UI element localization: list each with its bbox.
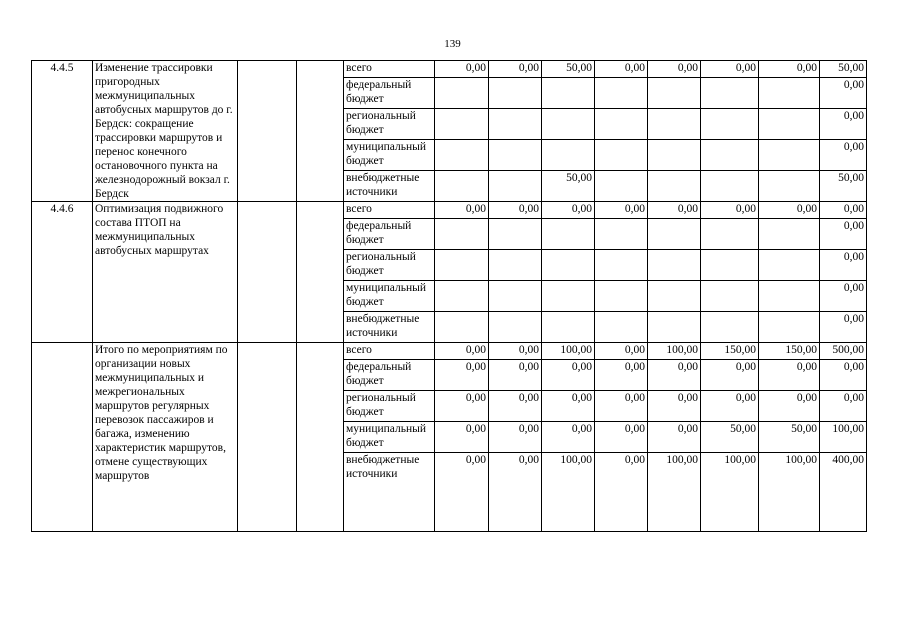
amount-cell <box>701 250 759 281</box>
amount-cell: 0,00 <box>648 360 701 391</box>
amount-cell: 100,00 <box>542 343 595 360</box>
amount-cell: 0,00 <box>542 202 595 219</box>
amount-cell <box>489 78 542 109</box>
amount-cell: 0,00 <box>595 360 648 391</box>
amount-cell: 0,00 <box>489 202 542 219</box>
amount-cell <box>595 281 648 312</box>
amount-cell: 0,00 <box>489 61 542 78</box>
amount-cell: 50,00 <box>820 61 867 78</box>
amount-cell <box>648 281 701 312</box>
amount-cell: 0,00 <box>759 360 820 391</box>
amount-cell: 50,00 <box>759 422 820 453</box>
amount-cell <box>435 78 489 109</box>
funding-source: всего <box>344 343 435 360</box>
funding-source: региональный бюджет <box>344 391 435 422</box>
funding-source: федеральный бюджет <box>344 219 435 250</box>
amount-cell: 0,00 <box>820 281 867 312</box>
funding-source: всего <box>344 202 435 219</box>
amount-cell <box>489 312 542 343</box>
amount-cell: 0,00 <box>820 109 867 140</box>
amount-cell <box>542 140 595 171</box>
period-cell <box>297 202 344 343</box>
amount-cell <box>595 109 648 140</box>
funding-source: внебюджетные источники <box>344 312 435 343</box>
amount-cell <box>648 312 701 343</box>
executor-cell <box>238 202 297 343</box>
amount-cell <box>701 171 759 202</box>
activity-description: Изменение трассировки пригородных межмуниципальных автобусных маршрутов до г. Бердск: сокращение трассировки маршрутов и перенос конечного остановочного пункта на железнодорожный вокзал г. Бердск <box>93 61 238 202</box>
amount-cell <box>595 250 648 281</box>
amount-cell <box>701 78 759 109</box>
funding-source: муниципальный бюджет <box>344 422 435 453</box>
amount-cell <box>489 171 542 202</box>
amount-cell: 0,00 <box>595 391 648 422</box>
amount-cell <box>542 109 595 140</box>
amount-cell <box>648 109 701 140</box>
amount-cell: 50,00 <box>542 61 595 78</box>
amount-cell <box>759 219 820 250</box>
amount-cell <box>542 78 595 109</box>
amount-cell: 0,00 <box>435 360 489 391</box>
amount-cell: 0,00 <box>820 140 867 171</box>
funding-source: муниципальный бюджет <box>344 281 435 312</box>
amount-cell <box>648 219 701 250</box>
amount-cell: 0,00 <box>648 202 701 219</box>
amount-cell: 100,00 <box>820 422 867 453</box>
amount-cell: 150,00 <box>701 343 759 360</box>
amount-cell <box>595 78 648 109</box>
amount-cell: 0,00 <box>435 453 489 532</box>
amount-cell <box>435 140 489 171</box>
period-cell <box>297 61 344 202</box>
amount-cell: 0,00 <box>435 343 489 360</box>
amount-cell: 0,00 <box>701 202 759 219</box>
funding-source: региональный бюджет <box>344 250 435 281</box>
amount-cell: 100,00 <box>701 453 759 532</box>
amount-cell: 0,00 <box>820 219 867 250</box>
funding-source: муниципальный бюджет <box>344 140 435 171</box>
amount-cell: 0,00 <box>595 202 648 219</box>
amount-cell <box>648 140 701 171</box>
amount-cell: 0,00 <box>759 61 820 78</box>
amount-cell: 0,00 <box>542 422 595 453</box>
amount-cell <box>701 140 759 171</box>
amount-cell <box>542 281 595 312</box>
amount-cell <box>435 171 489 202</box>
amount-cell: 0,00 <box>820 360 867 391</box>
amount-cell <box>489 140 542 171</box>
amount-cell: 0,00 <box>595 343 648 360</box>
amount-cell <box>759 312 820 343</box>
amount-cell <box>648 250 701 281</box>
amount-cell: 0,00 <box>435 391 489 422</box>
amount-cell <box>701 109 759 140</box>
page-number: 139 <box>444 38 461 50</box>
amount-cell: 0,00 <box>595 453 648 532</box>
amount-cell <box>542 250 595 281</box>
amount-cell: 50,00 <box>820 171 867 202</box>
amount-cell: 100,00 <box>759 453 820 532</box>
amount-cell: 0,00 <box>595 61 648 78</box>
funding-source: внебюджетные источники <box>344 453 435 532</box>
funding-source: внебюджетные источники <box>344 171 435 202</box>
activity-code: 4.4.5 <box>32 61 93 202</box>
funding-source: федеральный бюджет <box>344 78 435 109</box>
amount-cell: 0,00 <box>701 391 759 422</box>
activity-description: Оптимизация подвижного состава ПТОП на межмуниципальных автобусных маршрутах <box>93 202 238 343</box>
amount-cell: 0,00 <box>542 391 595 422</box>
amount-cell: 0,00 <box>489 422 542 453</box>
amount-cell: 0,00 <box>820 78 867 109</box>
amount-cell: 0,00 <box>595 422 648 453</box>
amount-cell: 0,00 <box>435 422 489 453</box>
amount-cell <box>435 281 489 312</box>
amount-cell <box>759 281 820 312</box>
amount-cell: 0,00 <box>648 61 701 78</box>
amount-cell <box>759 109 820 140</box>
funding-source: всего <box>344 61 435 78</box>
amount-cell <box>542 312 595 343</box>
amount-cell <box>701 219 759 250</box>
amount-cell: 500,00 <box>820 343 867 360</box>
amount-cell <box>759 78 820 109</box>
table-row <box>32 202 867 219</box>
amount-cell <box>701 312 759 343</box>
activity-code: 4.4.6 <box>32 202 93 343</box>
amount-cell: 0,00 <box>820 312 867 343</box>
amount-cell: 0,00 <box>820 250 867 281</box>
activity-code <box>32 343 93 532</box>
amount-cell <box>435 219 489 250</box>
amount-cell <box>595 140 648 171</box>
amount-cell <box>435 109 489 140</box>
table-row <box>32 61 867 78</box>
amount-cell: 0,00 <box>820 391 867 422</box>
amount-cell <box>435 250 489 281</box>
funding-source: федеральный бюджет <box>344 360 435 391</box>
amount-cell <box>489 250 542 281</box>
amount-cell <box>435 312 489 343</box>
amount-cell <box>489 109 542 140</box>
amount-cell: 0,00 <box>759 202 820 219</box>
amount-cell: 0,00 <box>489 391 542 422</box>
amount-cell: 50,00 <box>701 422 759 453</box>
executor-cell <box>238 61 297 202</box>
amount-cell: 0,00 <box>489 343 542 360</box>
amount-cell <box>648 171 701 202</box>
amount-cell <box>595 171 648 202</box>
amount-cell: 0,00 <box>701 61 759 78</box>
activity-description: Итого по мероприятиям по организации новых межмуниципальных и межрегиональных маршрутов регулярных перевозок пассажиров и багажа, изменению характеристик маршрутов, отмене существующих маршрутов <box>93 343 238 532</box>
executor-cell <box>238 343 297 532</box>
amount-cell: 50,00 <box>542 171 595 202</box>
amount-cell <box>542 219 595 250</box>
amount-cell <box>489 219 542 250</box>
amount-cell: 100,00 <box>542 453 595 532</box>
amount-cell <box>648 78 701 109</box>
period-cell <box>297 343 344 532</box>
amount-cell: 100,00 <box>648 343 701 360</box>
amount-cell <box>701 281 759 312</box>
amount-cell: 0,00 <box>435 61 489 78</box>
table-row <box>32 343 867 360</box>
amount-cell: 0,00 <box>759 391 820 422</box>
amount-cell: 0,00 <box>648 422 701 453</box>
amount-cell: 0,00 <box>489 453 542 532</box>
amount-cell: 0,00 <box>489 360 542 391</box>
amount-cell: 0,00 <box>820 202 867 219</box>
amount-cell: 0,00 <box>435 202 489 219</box>
amount-cell: 0,00 <box>701 360 759 391</box>
amount-cell: 0,00 <box>648 391 701 422</box>
amount-cell: 150,00 <box>759 343 820 360</box>
amount-cell <box>759 171 820 202</box>
amount-cell: 0,00 <box>542 360 595 391</box>
amount-cell <box>759 140 820 171</box>
amount-cell <box>595 219 648 250</box>
amount-cell <box>759 250 820 281</box>
funding-source: региональный бюджет <box>344 109 435 140</box>
amount-cell <box>595 312 648 343</box>
budget-table <box>31 60 867 532</box>
amount-cell <box>489 281 542 312</box>
amount-cell: 400,00 <box>820 453 867 532</box>
amount-cell: 100,00 <box>648 453 701 532</box>
